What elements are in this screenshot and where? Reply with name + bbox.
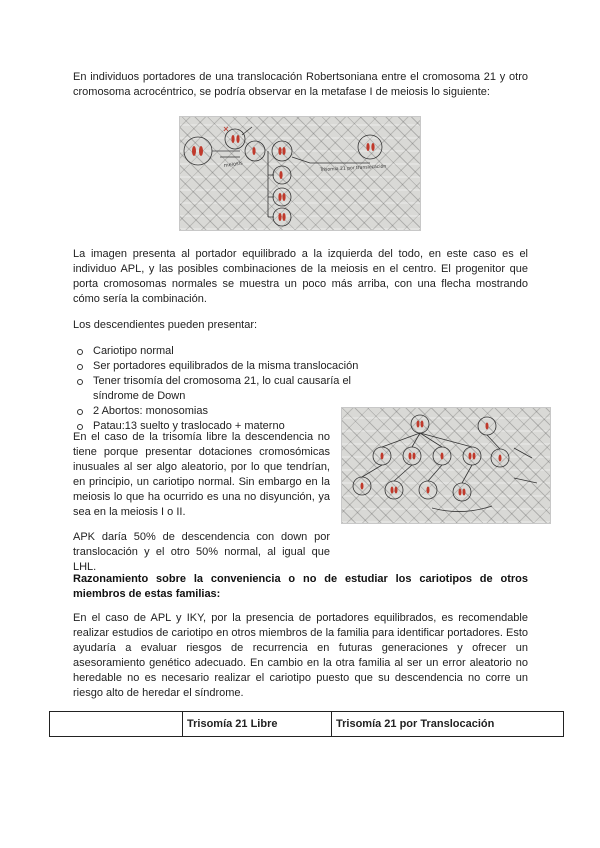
table-header-free-trisomy: Trisomía 21 Libre: [183, 712, 332, 737]
reasoning-heading: Razonamiento sobre la conveniencia o no de estudiar los cariotipos de otros miembros de estas familias:: [73, 573, 528, 600]
table-header-translocation-trisomy: Trisomía 21 por Translocación: [332, 712, 564, 737]
list-item: Ser portadores equilibrados de la misma translocación: [75, 359, 375, 374]
apk-paragraph: APK daría 50% de descendencia con down por translocación y el otro 50% normal, al igual que LHL.: [73, 531, 330, 573]
list-item: Tener trisomía del cromosoma 21, lo cual causaría el síndrome de Down: [75, 374, 375, 404]
descendants-heading: Los descendientes pueden presentar:: [73, 319, 258, 331]
table-header-empty: [50, 712, 183, 737]
list-item: Patau:13 suelto y traslocado + materno: [75, 419, 375, 434]
meiosis-label: meiosis: [223, 160, 244, 169]
intro-paragraph: En individuos portadores de una translocación Robertsoniana entre el cromosoma 21 y otro cromosoma acrocéntrico, se podría observar en la metafase I de meiosis lo siguiente:: [73, 71, 528, 98]
diagram-description-paragraph: La imagen presenta al portador equilibrado a la izquierda del todo, en este caso es el individuo APL, y las posibles combinaciones de la meiosis en el centro. El progenitor que porta cromosomas normales se muestra un poco más arriba, con una flecha mostrando cómo sería la combinación.: [73, 248, 528, 305]
table-header-row: [50, 712, 564, 737]
pedigree-diagram-drawing: [342, 408, 550, 523]
comparison-table: [49, 711, 564, 737]
list-item: 2 Abortos: monosomias: [75, 404, 375, 419]
translocation-label: Trisomía 21 por translocación: [319, 164, 387, 173]
reasoning-paragraph: En el caso de APL y IKY, por la presencia de portadores equilibrados, es recomendable realizar estudios de cariotipo en otros miembros de la familia para identificar portadores. Esto ayudaría a evaluar riesgos de recurrencia en futuras generaciones y ofrecer un asesoramiento genético adecuado. En cambio en la otra familia al ser un error aleatorio no heredable no es necesario realizar el cariotipo puesto que su descendencia no corre un riesgo alto de heredar el síndrome.: [73, 612, 528, 699]
descendants-list: [75, 344, 375, 434]
list-item: Cariotipo normal: [75, 344, 375, 359]
meiosis-diagram-drawing: [180, 117, 420, 230]
free-trisomy-paragraph: En el caso de la trisomía libre la descendencia no tiene porque presentar dotaciones cromosómicas inusuales al ser algo aleatorio, por lo que tendrían, en principio, un cariotipo normal. Sin embargo en la meiosis lo que ha ocurrido es una no disyunción, ya sea en la meiosis I o II.: [73, 431, 330, 518]
meiosis-diagram-image: [179, 116, 421, 231]
pedigree-diagram-image: [341, 407, 551, 524]
